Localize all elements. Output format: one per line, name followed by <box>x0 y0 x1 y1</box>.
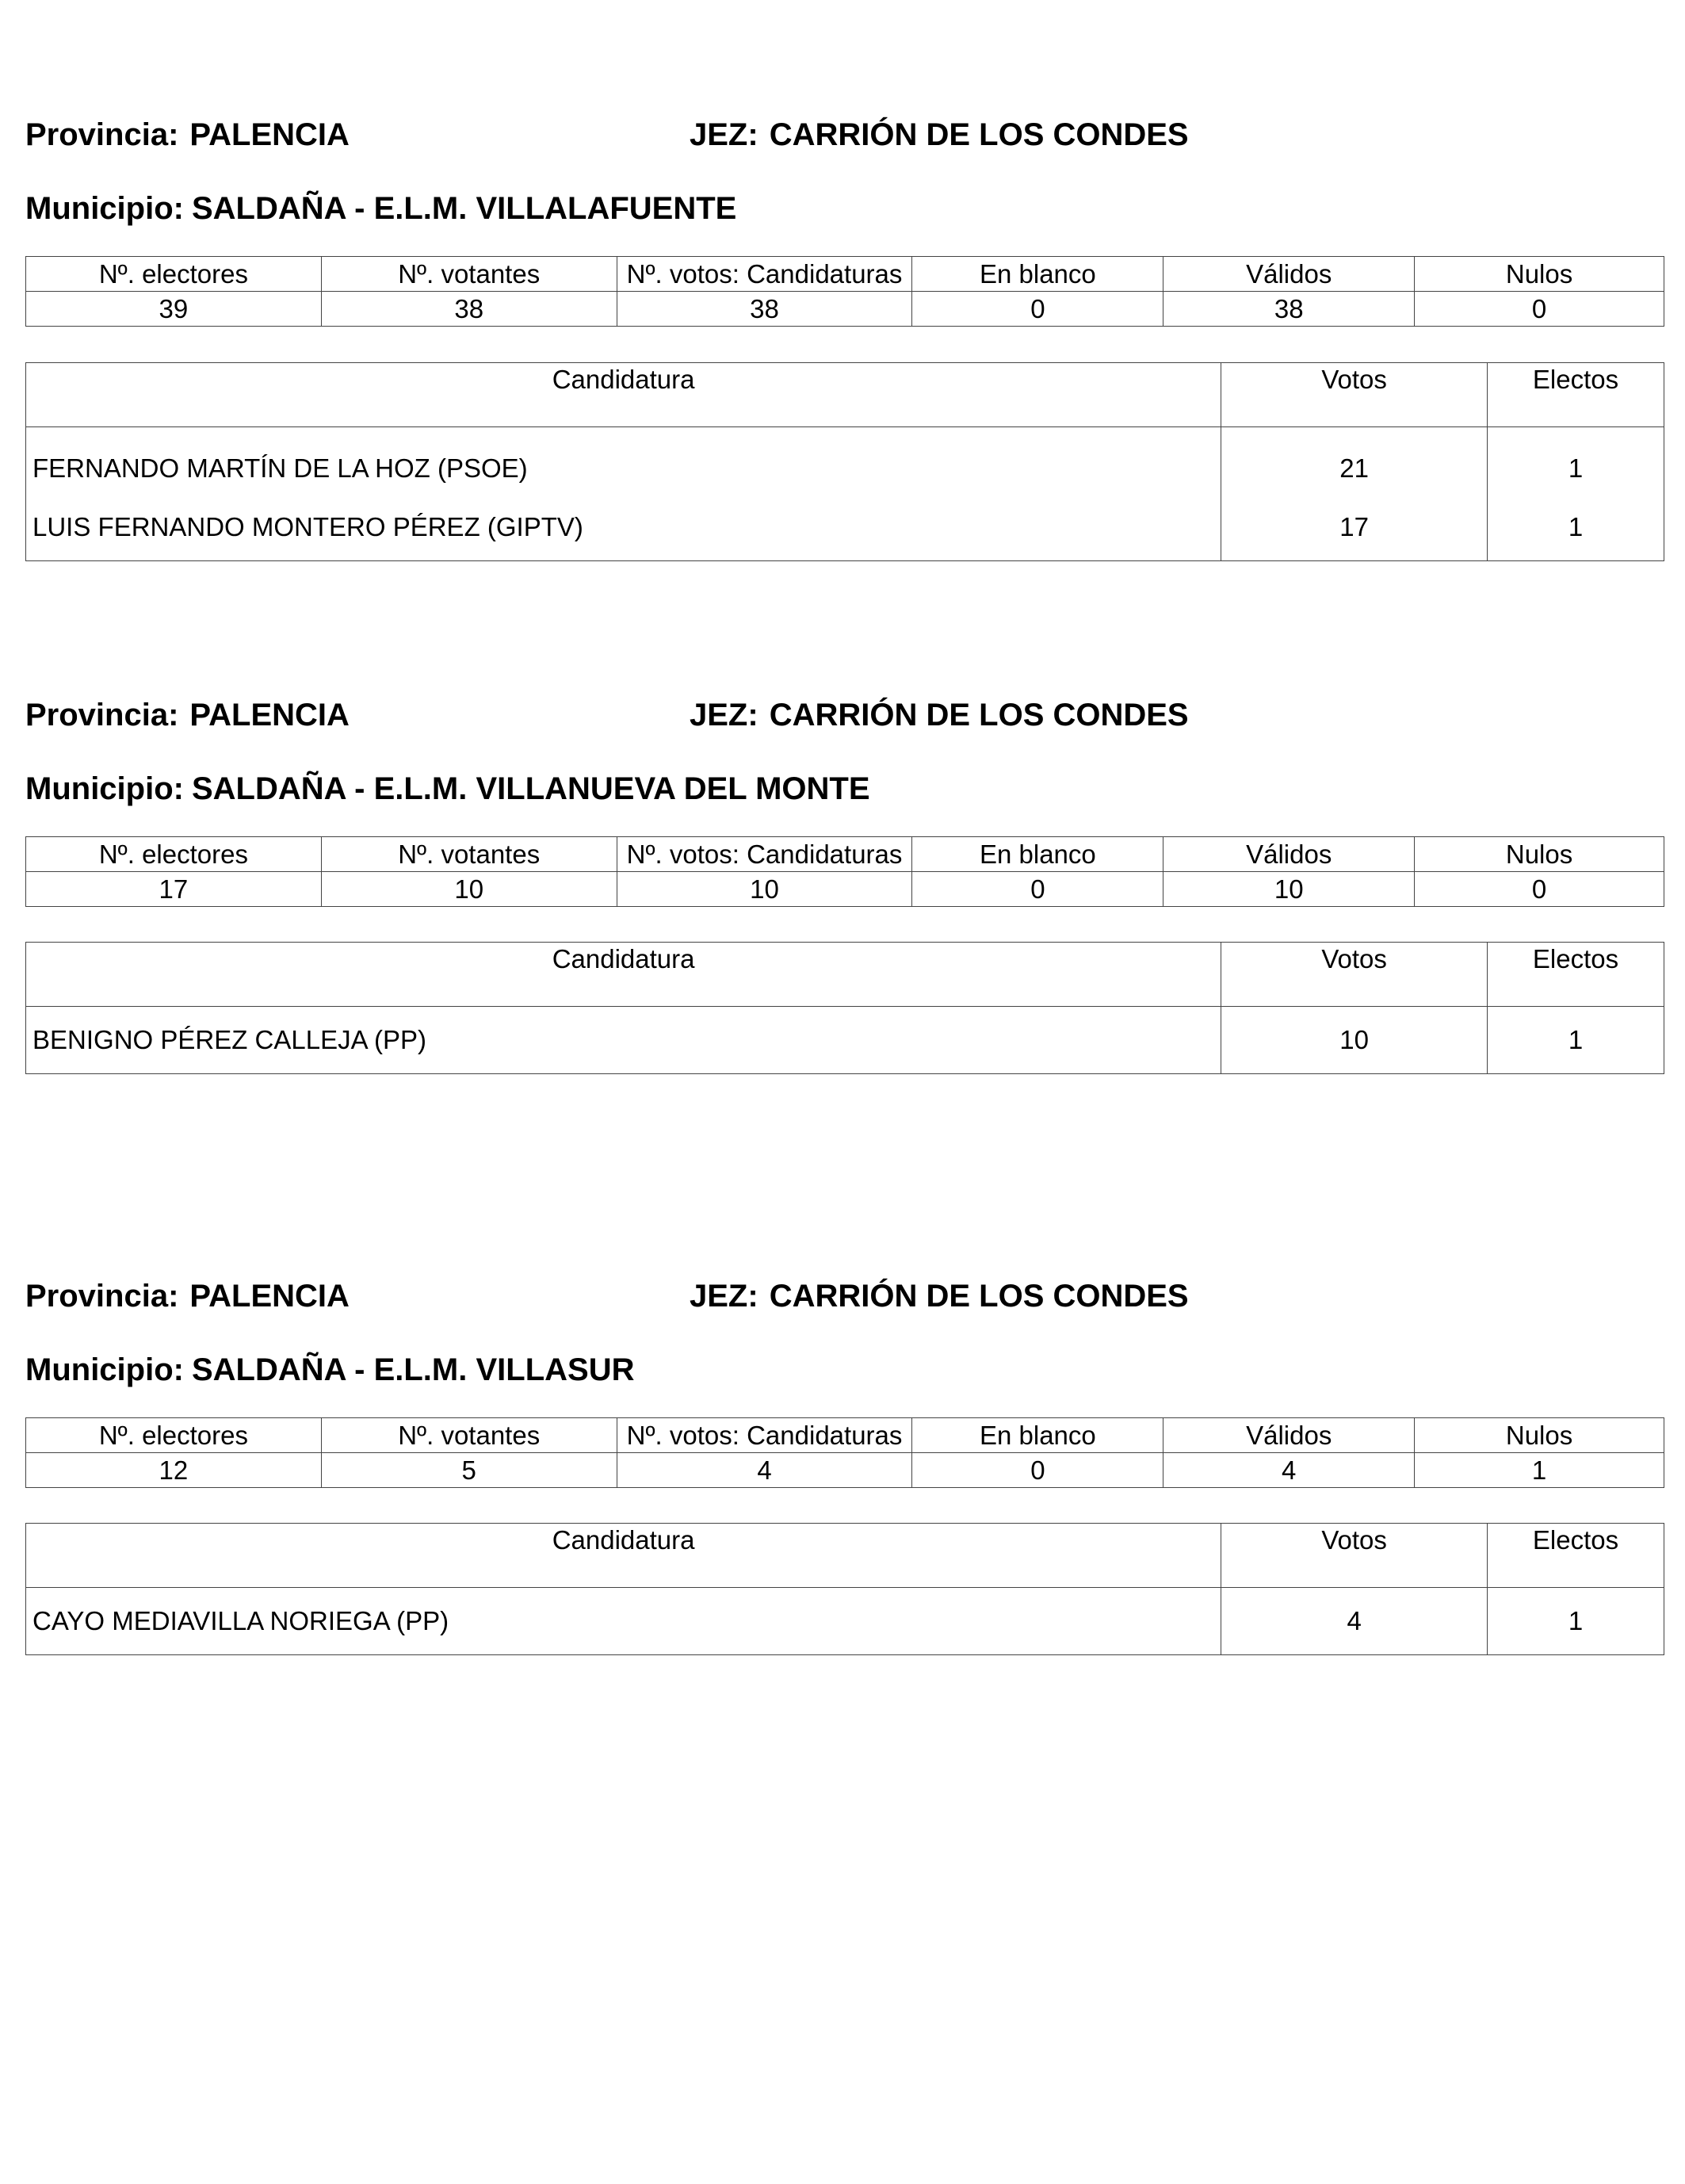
stats-value-cell: 12 <box>26 1453 322 1488</box>
candidates-table <box>25 362 1664 561</box>
stats-header-cell: Nº. votos: Candidaturas <box>617 1418 912 1453</box>
municipio-value: SALDAÑA - E.L.M. VILLALAFUENTE <box>191 191 737 226</box>
candidate-votos: 4 <box>1221 1588 1488 1655</box>
jez-line <box>690 1279 1189 1314</box>
jez-label: JEZ: <box>690 698 758 732</box>
stats-table <box>25 836 1664 907</box>
candidate-row <box>26 427 1664 495</box>
candidate-votos: 17 <box>1221 494 1488 561</box>
candidate-electos: 1 <box>1488 1007 1664 1074</box>
candidate-row <box>26 494 1664 561</box>
stats-value-cell: 10 <box>1163 872 1415 907</box>
votos-header: Votos <box>1221 943 1488 1007</box>
stats-value-row <box>26 292 1664 327</box>
municipio-value: SALDAÑA - E.L.M. VILLANUEVA DEL MONTE <box>191 771 870 806</box>
stats-value-cell: 0 <box>912 1453 1163 1488</box>
candidates-header-row <box>26 1524 1664 1588</box>
municipio-line <box>25 771 870 807</box>
candidate-name: LUIS FERNANDO MONTERO PÉREZ (GIPTV) <box>26 494 1221 561</box>
stats-header-cell: Nº. votantes <box>321 837 617 872</box>
stats-value-cell: 0 <box>912 292 1163 327</box>
candidate-electos: 1 <box>1488 494 1664 561</box>
municipio-line <box>25 1352 634 1388</box>
municipio-line <box>25 191 736 227</box>
electos-header: Electos <box>1488 943 1664 1007</box>
jez-line <box>690 698 1189 733</box>
stats-value-cell: 38 <box>617 292 912 327</box>
provincia-value: PALENCIA <box>189 698 350 732</box>
stats-header-cell: Nº. votantes <box>321 257 617 292</box>
stats-header-cell: Válidos <box>1163 257 1415 292</box>
jez-value: CARRIÓN DE LOS CONDES <box>769 117 1189 152</box>
stats-value-cell: 5 <box>321 1453 617 1488</box>
stats-value-cell: 10 <box>321 872 617 907</box>
candidates-header-row <box>26 943 1664 1007</box>
stats-table <box>25 256 1664 327</box>
stats-value-cell: 39 <box>26 292 322 327</box>
stats-header-cell: Nulos <box>1415 1418 1664 1453</box>
provincia-label: Provincia: <box>25 1279 179 1314</box>
candidate-electos: 1 <box>1488 427 1664 495</box>
jez-line <box>690 117 1189 153</box>
stats-value-row <box>26 872 1664 907</box>
candidate-name: BENIGNO PÉREZ CALLEJA (PP) <box>26 1007 1221 1074</box>
provincia-value: PALENCIA <box>189 117 350 152</box>
stats-value-row <box>26 1453 1664 1488</box>
candidate-votos: 21 <box>1221 427 1488 495</box>
provincia-value: PALENCIA <box>189 1279 350 1314</box>
stats-header-cell: En blanco <box>912 1418 1163 1453</box>
votos-header: Votos <box>1221 363 1488 427</box>
jez-value: CARRIÓN DE LOS CONDES <box>769 1279 1189 1314</box>
stats-header-cell: Nº. electores <box>26 257 322 292</box>
electos-header: Electos <box>1488 363 1664 427</box>
stats-header-row <box>26 1418 1664 1453</box>
stats-value-cell: 38 <box>321 292 617 327</box>
stats-header-cell: Nº. electores <box>26 837 322 872</box>
candidates-table <box>25 942 1664 1074</box>
candidate-row <box>26 1588 1664 1655</box>
candidate-row <box>26 1007 1664 1074</box>
municipio-label: Municipio: <box>25 1352 184 1387</box>
jez-value: CARRIÓN DE LOS CONDES <box>769 698 1189 732</box>
stats-header-row <box>26 257 1664 292</box>
stats-header-cell: Nº. electores <box>26 1418 322 1453</box>
municipio-label: Municipio: <box>25 771 184 806</box>
candidatura-header: Candidatura <box>26 943 1221 1007</box>
stats-value-cell: 17 <box>26 872 322 907</box>
candidate-votos: 10 <box>1221 1007 1488 1074</box>
provincia-label: Provincia: <box>25 698 179 732</box>
municipio-value: SALDAÑA - E.L.M. VILLASUR <box>191 1352 635 1387</box>
stats-header-cell: Válidos <box>1163 837 1415 872</box>
candidate-electos: 1 <box>1488 1588 1664 1655</box>
provincia-line <box>25 117 350 153</box>
jez-label: JEZ: <box>690 117 758 152</box>
candidatura-header: Candidatura <box>26 1524 1221 1588</box>
electos-header: Electos <box>1488 1524 1664 1588</box>
stats-header-cell: Nº. votantes <box>321 1418 617 1453</box>
stats-value-cell: 0 <box>1415 872 1664 907</box>
stats-value-cell: 0 <box>1415 292 1664 327</box>
stats-header-cell: Válidos <box>1163 1418 1415 1453</box>
stats-header-cell: Nº. votos: Candidaturas <box>617 837 912 872</box>
stats-header-cell: Nulos <box>1415 257 1664 292</box>
stats-header-row <box>26 837 1664 872</box>
stats-value-cell: 0 <box>912 872 1163 907</box>
stats-table <box>25 1417 1664 1488</box>
stats-value-cell: 4 <box>1163 1453 1415 1488</box>
stats-header-cell: Nº. votos: Candidaturas <box>617 257 912 292</box>
candidatura-header: Candidatura <box>26 363 1221 427</box>
stats-value-cell: 1 <box>1415 1453 1664 1488</box>
stats-header-cell: Nulos <box>1415 837 1664 872</box>
votos-header: Votos <box>1221 1524 1488 1588</box>
provincia-line <box>25 1279 350 1314</box>
stats-value-cell: 4 <box>617 1453 912 1488</box>
stats-header-cell: En blanco <box>912 837 1163 872</box>
stats-value-cell: 38 <box>1163 292 1415 327</box>
provincia-label: Provincia: <box>25 117 179 152</box>
provincia-line <box>25 698 350 733</box>
stats-value-cell: 10 <box>617 872 912 907</box>
candidate-name: FERNANDO MARTÍN DE LA HOZ (PSOE) <box>26 427 1221 495</box>
candidates-header-row <box>26 363 1664 427</box>
candidates-table <box>25 1523 1664 1655</box>
candidate-name: CAYO MEDIAVILLA NORIEGA (PP) <box>26 1588 1221 1655</box>
stats-header-cell: En blanco <box>912 257 1163 292</box>
jez-label: JEZ: <box>690 1279 758 1314</box>
municipio-label: Municipio: <box>25 191 184 226</box>
